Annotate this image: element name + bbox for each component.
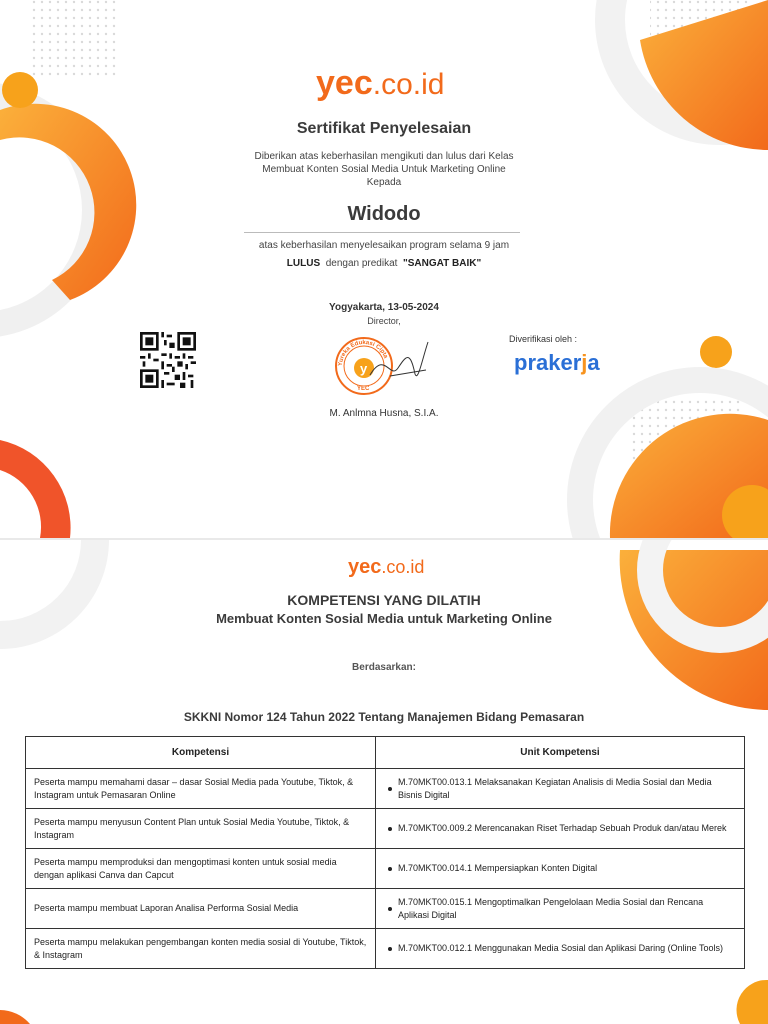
skkni-reference: SKKNI Nomor 124 Tahun 2022 Tentang Manajemen Bidang Pemasaran	[183, 710, 585, 724]
yec-logo: yec .co.id	[316, 64, 445, 102]
bullet-icon	[388, 947, 392, 951]
director-label: Director,	[367, 316, 401, 326]
bullet-icon	[388, 827, 392, 831]
table-header-row	[26, 737, 745, 769]
cell-kompetensi: Peserta mampu melakukan pengembangan konten media sosial di Youtube, Tiktok, & Instagram	[26, 929, 376, 969]
cell-kompetensi: Peserta mampu memahami dasar – dasar Sosial Media pada Youtube, Tiktok, & Instagram untuk Pemasaran Online	[26, 769, 376, 809]
cell-unit: M.70MKT00.013.1 Melaksanakan Kegiatan Analisis di Media Sosial dan Media Bisnis Digital	[376, 769, 745, 809]
svg-text:Yureka Edukasi Cipta: Yureka Edukasi Cipta	[337, 339, 389, 367]
table-row	[26, 889, 745, 929]
header-kompetensi: Kompetensi	[26, 737, 376, 769]
header-unit-kompetensi: Unit Kompetensi	[376, 737, 745, 769]
cell-kompetensi: Peserta mampu memproduksi dan mengoptimasi konten untuk sosial media dengan aplikasi Canva dan Capcut	[26, 849, 376, 889]
cell-unit: M.70MKT00.012.1 Menggunakan Media Sosial dan Aplikasi Daring (Online Tools)	[376, 929, 745, 969]
bullet-icon	[388, 867, 392, 871]
certificate-given-text: Diberikan atas keberhasilan mengikuti dan lulus dari Kelas Membuat Konten Sosial Media Untuk Marketing Online Kepada	[254, 151, 514, 188]
company-stamp	[330, 330, 440, 400]
svg-text:YEC: YEC	[357, 386, 370, 392]
competency-title: KOMPETENSI YANG DILATIH	[287, 592, 481, 608]
competency-table	[25, 736, 745, 969]
table-row	[26, 849, 745, 889]
based-on-label: Berdasarkan:	[352, 662, 416, 673]
result-connector: dengan predikat	[325, 258, 398, 269]
cell-unit: M.70MKT00.009.2 Merencanakan Riset Terhadap Sebuah Produk dan/atau Merek	[376, 809, 745, 849]
result-status: LULUS	[286, 258, 321, 269]
certificate-title: Sertifikat Penyelesaian	[296, 120, 472, 137]
cell-unit: M.70MKT00.015.1 Mengoptimalkan Pengelolaan Media Sosial dan Rencana Aplikasi Digital	[376, 889, 745, 929]
table-row	[26, 809, 745, 849]
place-date: Yogyakarta, 13-05-2024	[329, 302, 439, 313]
bullet-icon	[388, 907, 392, 911]
competency-page	[0, 540, 768, 1024]
table-row	[26, 929, 745, 969]
qr-code-icon	[140, 332, 196, 388]
prakerja-logo-accent: j	[581, 350, 588, 375]
competency-subtitle: Membuat Konten Sosial Media untuk Marketing Online	[216, 611, 552, 626]
cell-kompetensi: Peserta mampu menyusun Content Plan untuk Sosial Media Youtube, Tiktok, & Instagram	[26, 809, 376, 849]
signer-name: M. Anlmna Husna, S.I.A.	[329, 408, 439, 419]
program-line: atas keberhasilan menyelesaikan program selama 9 jam	[258, 240, 510, 251]
prakerja-logo: prakerja	[514, 350, 600, 375]
verified-label: Diverifikasi oleh :	[509, 334, 578, 344]
table-row	[26, 769, 745, 809]
result-grade: "SANGAT BAIK"	[403, 258, 482, 269]
result-line	[0, 258, 768, 269]
name-underline	[244, 232, 520, 233]
cell-unit: M.70MKT00.014.1 Mempersiapkan Konten Digital	[376, 849, 745, 889]
bullet-icon	[388, 787, 392, 791]
yec-logo-small: yec .co.id	[348, 556, 425, 578]
cell-kompetensi: Peserta mampu membuat Laporan Analisa Performa Sosial Media	[26, 889, 376, 929]
svg-text:y: y	[360, 361, 368, 376]
recipient-name: Widodo	[347, 203, 421, 225]
